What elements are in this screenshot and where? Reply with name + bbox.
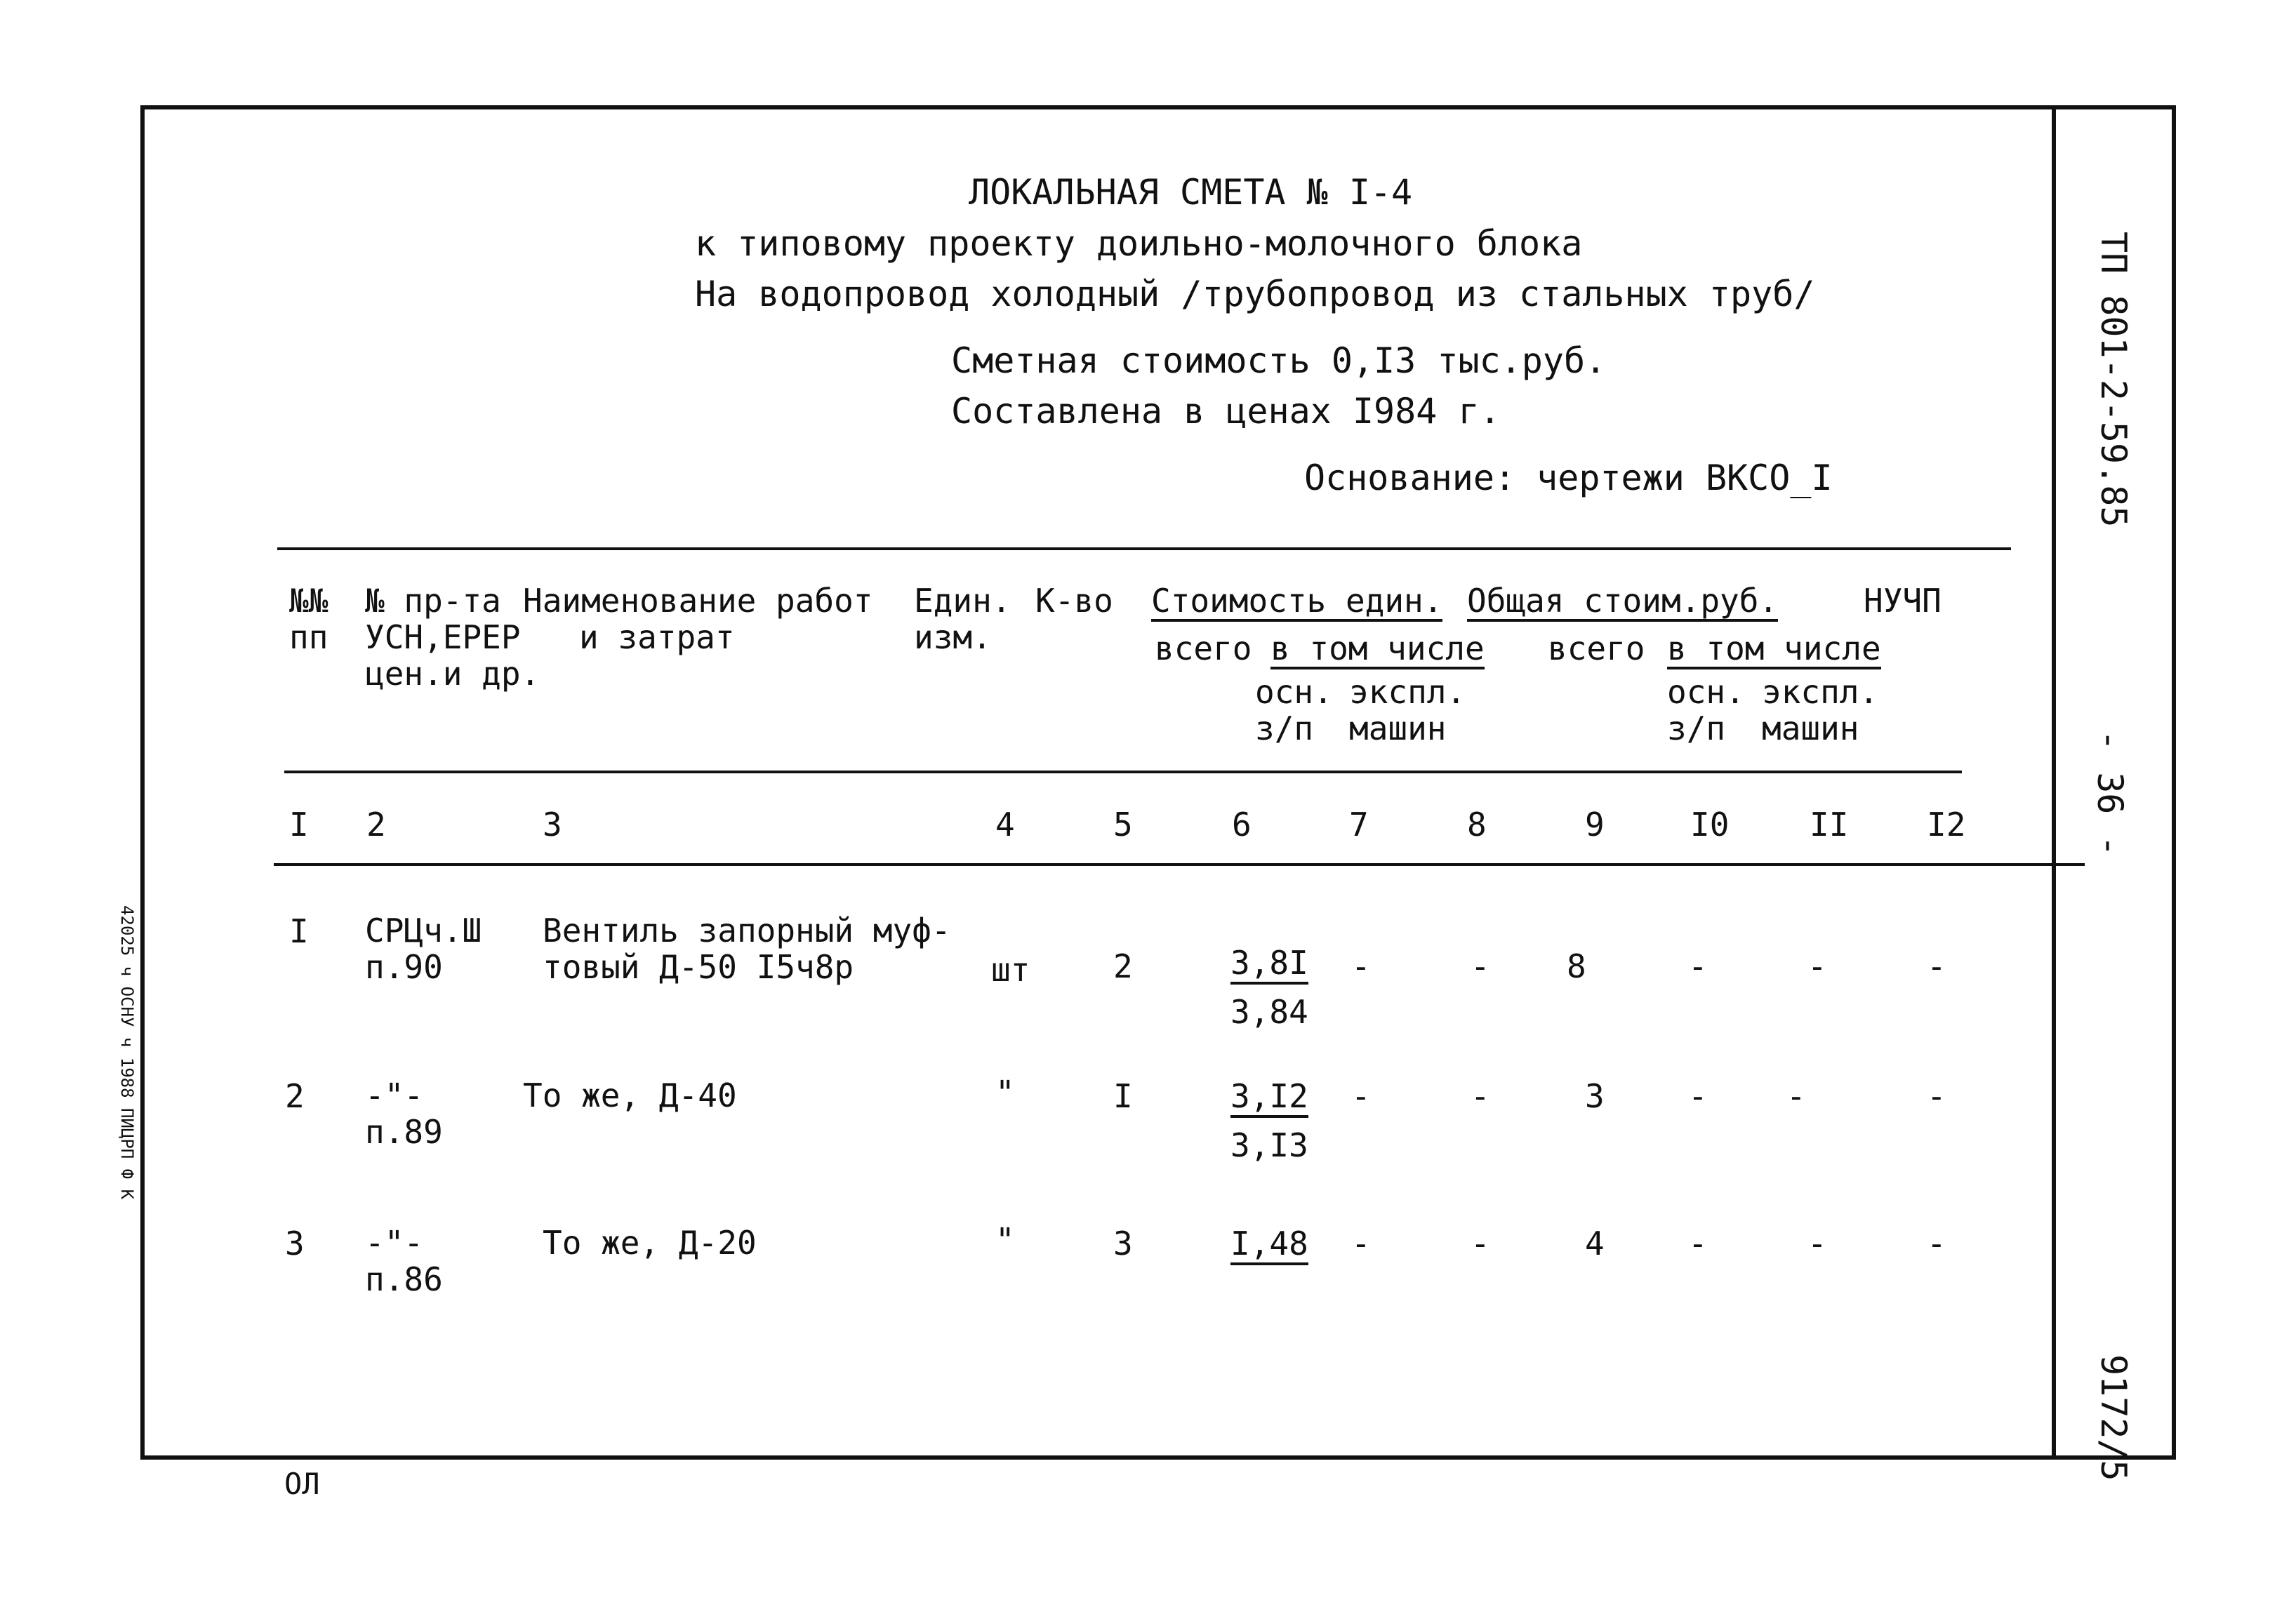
col-number-10: I0 [1690,806,1730,844]
col-number-9: 9 [1585,806,1605,844]
table-top-rule [277,547,2011,550]
row-unit: " [995,1074,1015,1112]
col-number-5: 5 [1113,806,1133,844]
row-number: 2 [285,1077,305,1115]
row-cell-8: - [1471,947,1490,985]
row-reference: -"- п.89 [365,1076,443,1151]
side-document-code: ТП 801-2-59.85 [2093,232,2134,528]
row-name: То же, Д-20 [543,1224,757,1262]
footer-mark: ОЛ [284,1467,320,1501]
row-reference: -"- п.86 [365,1224,443,1298]
document-scope: На водопровод холодный /трубопровод из стальных труб/ [695,274,1815,314]
row-total: 4 [1585,1225,1605,1262]
document-title: ЛОКАЛЬНАЯ СМЕТА № I-4 [969,172,1413,213]
column-numbers-rule [274,863,2085,866]
header-grand-incl: в том числе [1667,630,1881,669]
side-sheet-number: 9172/5 [2093,1354,2134,1481]
row-unit-total-2: 3,84 [1230,993,1308,1031]
header-expl-1: экспл. машин [1349,673,1466,747]
row-unit-total: I,48 [1230,1225,1308,1265]
header-col2: № пр-та УСН,ЕРЕР цен.и др. [365,582,540,693]
estimated-cost: Сметная стоимость 0,I3 тыс.руб. [951,340,1607,381]
document-subtitle: к типовому проекту доильно-молочного блока [695,223,1583,264]
row-cell-11: - [1807,1225,1827,1262]
header-unit-total: всего [1155,629,1252,667]
col-number-11: II [1810,806,1849,844]
side-page-number: - 36 - [2090,730,2130,857]
row-unit-total: 3,I2 [1230,1077,1308,1118]
row-cell-8: - [1471,1077,1490,1115]
header-unit-incl: в том числе [1270,630,1485,669]
row-unit: " [995,1221,1015,1259]
col-number-2: 2 [366,806,386,844]
row-cell-12: - [1927,1225,1946,1262]
row-cell-10: - [1688,1077,1708,1115]
col-number-6: 6 [1232,806,1252,844]
header-col5: К-во [1035,582,1113,620]
header-col3: Наименование работ и затрат [523,582,873,656]
price-basis: Составлена в ценах I984 г. [951,391,1501,432]
left-margin-stamp: 42025 ч ОСНУ ч 1988 ПИЦРП Ф К [117,905,137,1200]
row-cell-7: - [1351,1225,1371,1262]
row-number: I [289,912,309,950]
row-unit: шт [991,951,1030,989]
row-cell-12: - [1927,1077,1946,1115]
row-cell-12: - [1927,947,1946,985]
row-name: Вентиль запорный муф- товый Д-50 I5ч8р [543,912,951,986]
row-name: То же, Д-40 [523,1076,737,1114]
header-bottom-rule [284,771,1962,773]
header-osn-1: осн. з/п [1255,673,1333,747]
col-number-12: I2 [1927,806,1966,844]
row-quantity: 2 [1113,947,1133,985]
header-expl-2: экспл. машин [1762,673,1879,747]
row-total: 8 [1567,947,1586,985]
row-unit-total-2: 3,I3 [1230,1126,1308,1164]
row-cell-7: - [1351,1077,1371,1115]
header-unit-cost: Стоимость един. [1151,582,1442,622]
header-col4: Един. изм. [914,582,1011,656]
row-quantity: 3 [1113,1225,1133,1262]
drawing-basis: Основание: чертежи ВКСО_I [1304,458,1833,498]
row-number: 3 [285,1225,305,1262]
col-number-8: 8 [1467,806,1487,844]
header-total-cost: Общая стоим.руб. [1467,582,1778,622]
row-cell-11: - [1786,1077,1806,1115]
row-cell-7: - [1351,947,1371,985]
header-osn-2: осн. з/п [1667,673,1745,747]
side-strip-divider [2052,105,2056,1460]
header-nuchp: НУЧП [1864,582,1942,620]
col-number-4: 4 [995,806,1015,844]
row-reference: СРЦч.Ш п.90 [365,912,482,986]
row-cell-8: - [1471,1225,1490,1262]
header-col1: №№ пп [289,582,329,656]
row-cell-11: - [1807,947,1827,985]
row-total: 3 [1585,1077,1605,1115]
row-quantity: I [1113,1077,1133,1115]
row-cell-10: - [1688,947,1708,985]
row-cell-10: - [1688,1225,1708,1262]
row-unit-total: 3,8I [1230,944,1308,985]
col-number-3: 3 [543,806,562,844]
header-grand-total: всего [1548,629,1645,667]
col-number-1: I [289,806,309,844]
col-number-7: 7 [1349,806,1369,844]
